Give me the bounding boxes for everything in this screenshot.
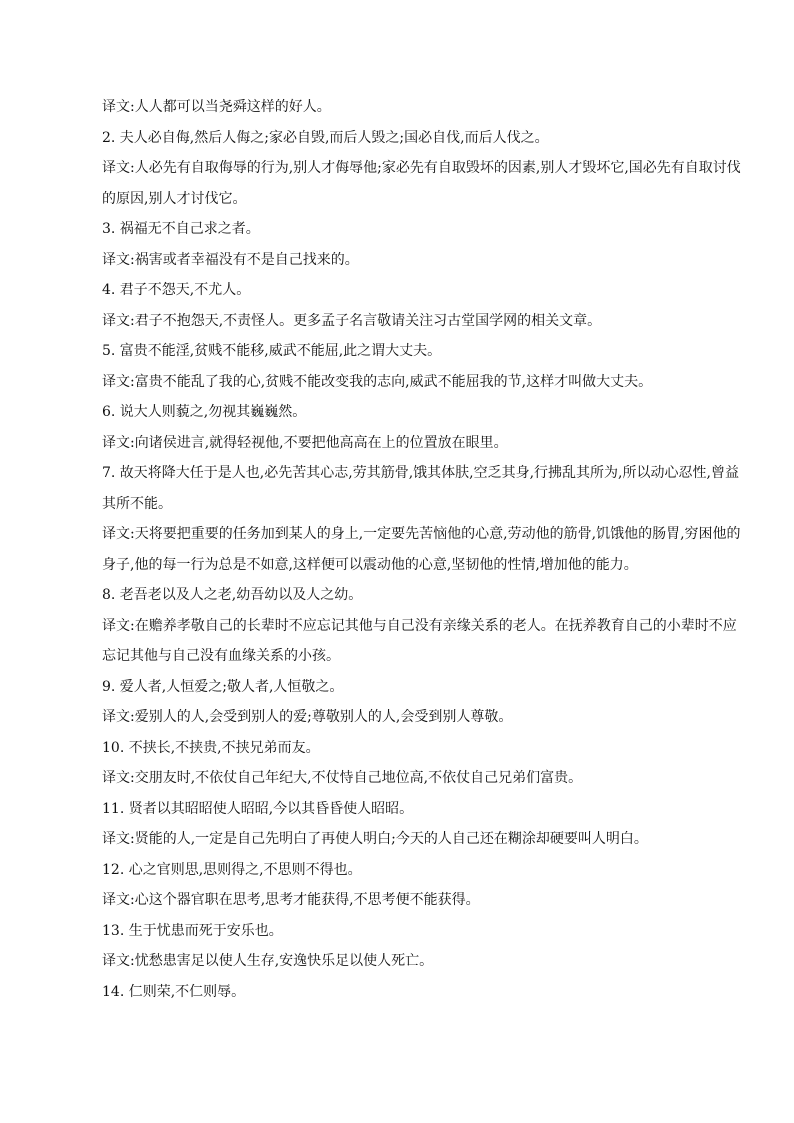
translation-3: 译文:祸害或者幸福没有不是自己找来的。 [102,251,359,268]
quote-8: 8. 老吾老以及人之老,幼吾幼以及人之幼。 [102,587,363,603]
quote-9: 9. 爱人者,人恒爱之;敬人者,人恒敬之。 [102,678,344,695]
translation-7: 译文:天将要把重要的任务加到某人的身上,一定要先苦恼他的心意,劳动他的筋骨,饥饿他的肠胃,穷困他的身子,他的每一行为总是不如意,这样便可以震动他的心意,坚韧他的性情,增加他的能力。 [102,526,741,573]
quote-11: 11. 贤者以其昭昭使人昭昭,今以其昏昏使人昭昭。 [102,800,414,817]
quote-6: 6. 说大人则藐之,勿视其巍巍然。 [102,404,307,420]
quote-5: 5. 富贵不能淫,贫贱不能移,威武不能屈,此之谓大丈夫。 [102,343,442,359]
quote-7: 7. 故天将降大任于是人也,必先苦其心志,劳其筋骨,饿其体肤,空乏其身,行拂乱其所为,所以动心忍性,曾益其所不能。 [102,465,739,512]
translation-2: 译文:人必先有自取侮辱的行为,别人才侮辱他;家必先有自取毁坏的因素,别人才毁坏它,国必先有自取讨伐的原因,别人才讨伐它。 [102,160,741,207]
quote-4: 4. 君子不怨天,不尤人。 [102,282,251,298]
quote-12: 12. 心之官则思,思则得之,不思则不得也。 [102,861,362,878]
translation-13: 译文:忧愁患害足以使人生存,安逸快乐足以使人死亡。 [102,953,434,969]
translation-11: 译文:贤能的人,一定是自己先明白了再使人明白;今天的人自己还在糊涂却硬要叫人明白。 [102,831,648,847]
translation-12: 译文:心这个器官职在思考,思考才能获得,不思考便不能获得。 [102,892,480,908]
translation-9: 译文:爱别人的人,会受到别人的爱;尊敬别人的人,会受到别人尊敬。 [102,709,513,725]
quote-10: 10. 不挟长,不挟贵,不挟兄弟而友。 [102,739,320,756]
quote-2: 2. 夫人必自侮,然后人侮之;家必自毁,而后人毁之;国必自伐,而后人伐之。 [102,129,549,146]
translation-10: 译文:交朋友时,不依仗自己年纪大,不仗恃自己地位高,不依仗自己兄弟们富贵。 [102,770,583,786]
translation-6: 译文:向诸侯进言,就得轻视他,不要把他高高在上的位置放在眼里。 [102,434,508,451]
quote-14: 14. 仁则荣,不仁则辱。 [102,983,246,1000]
translation-4: 译文:君子不抱怨天,不责怪人。更多孟子名言敬请关注习古堂国学网的相关文章。 [102,312,602,329]
document-body [102,92,742,1007]
quote-3: 3. 祸福无不自己求之者。 [102,221,260,237]
quote-13: 13. 生于忧患而死于安乐也。 [102,922,283,939]
translation-5: 译文:富贵不能乱了我的心,贫贱不能改变我的志向,威武不能屈我的节,这样才叫做大丈夫。 [102,373,653,390]
translation-8: 译文:在赡养孝敬自己的长辈时不应忘记其他与自己没有亲缘关系的老人。在抚养教育自己的小辈时不应忘记其他与自己没有血缘关系的小孩。 [102,617,737,664]
translation-1: 译文:人人都可以当尧舜这样的好人。 [102,99,331,115]
